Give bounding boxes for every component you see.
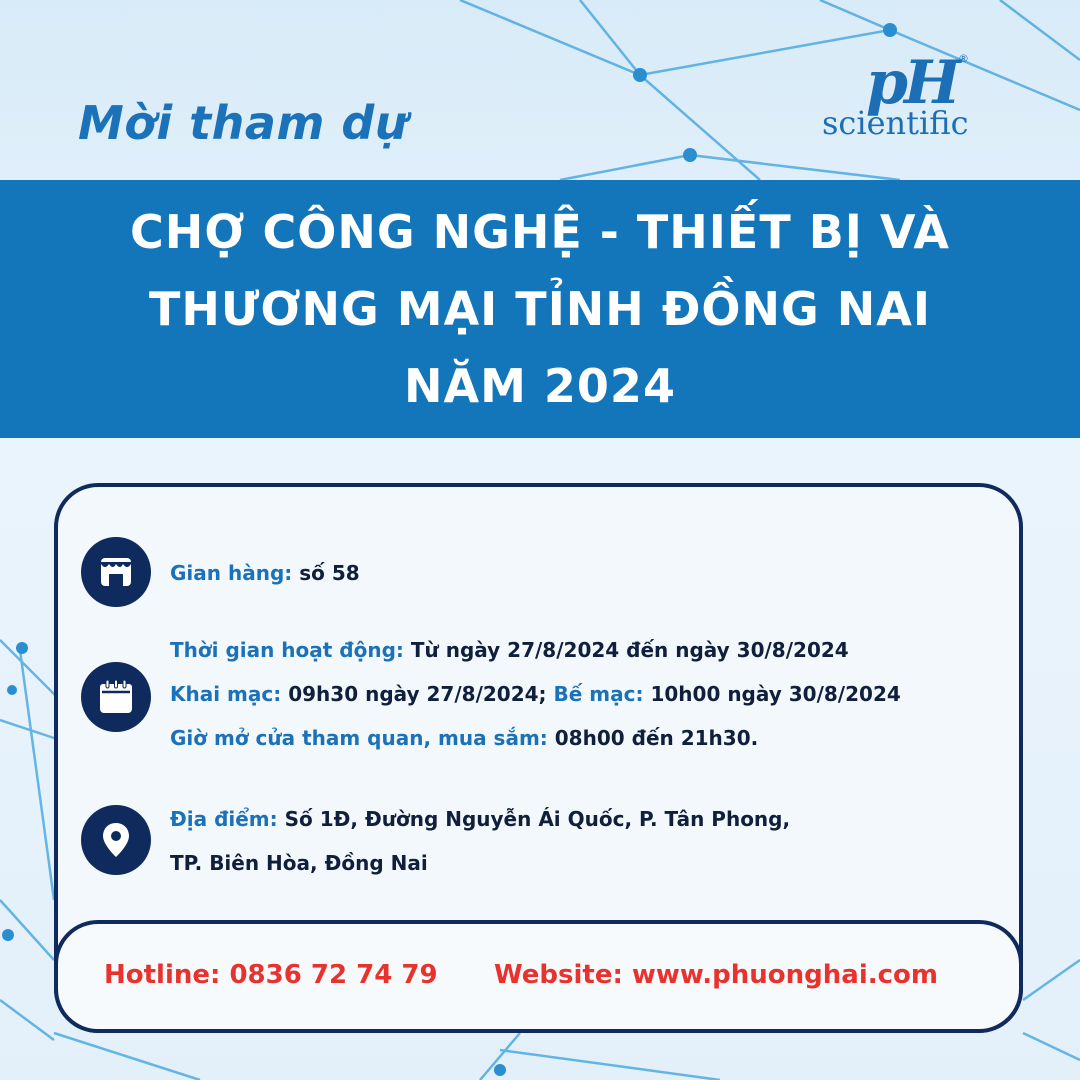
closing-label: Bế mạc: (553, 682, 644, 706)
visiting-hours-value: 08h00 đến 21h30. (554, 726, 759, 750)
invite-heading: Mời tham dự (78, 96, 409, 150)
booth-label: Gian hàng: (170, 561, 293, 585)
event-title-banner (0, 180, 1080, 438)
event-title-line-2: THƯƠNG MẠI TỈNH ĐỒNG NAI (149, 281, 931, 336)
location-line-1: Số 1Đ, Đường Nguyễn Ái Quốc, P. Tân Phong, (284, 807, 791, 831)
visiting-hours-row (170, 726, 758, 750)
shop-icon (81, 537, 151, 607)
opening-closing-row (170, 682, 901, 706)
location-row-1 (170, 807, 790, 831)
opening-label: Khai mạc: (170, 682, 282, 706)
logo-scientific-text: scientific (822, 104, 969, 142)
logo-registered-mark: ® (958, 52, 969, 65)
hotline-text: Hotline: 0836 72 74 79 (104, 960, 438, 990)
operating-time-label: Thời gian hoạt động: (170, 638, 404, 662)
location-row-2 (170, 851, 428, 875)
location-line-2: TP. Biên Hòa, Đồng Nai (170, 851, 428, 875)
ph-scientific-logo (818, 48, 1008, 148)
operating-time-row (170, 638, 849, 662)
operating-time-value: Từ ngày 27/8/2024 đến ngày 30/8/2024 (410, 638, 849, 662)
visiting-hours-label: Giờ mở cửa tham quan, mua sắm: (170, 726, 548, 750)
event-title-line-1: CHỢ CÔNG NGHỆ - THIẾT BỊ VÀ (130, 204, 950, 259)
website-link[interactable]: Website: www.phuonghai.com (494, 960, 938, 990)
event-title-line-3: NĂM 2024 (404, 358, 676, 413)
opening-value: 09h30 ngày 27/8/2024; (288, 682, 547, 706)
location-pin-icon (81, 805, 151, 875)
closing-value: 10h00 ngày 30/8/2024 (650, 682, 901, 706)
location-label: Địa điểm: (170, 807, 278, 831)
booth-row (170, 561, 360, 585)
calendar-icon (81, 662, 151, 732)
logo-ph-mark: pH (866, 48, 957, 118)
booth-value: số 58 (299, 561, 360, 585)
contact-footer (54, 920, 1023, 1033)
